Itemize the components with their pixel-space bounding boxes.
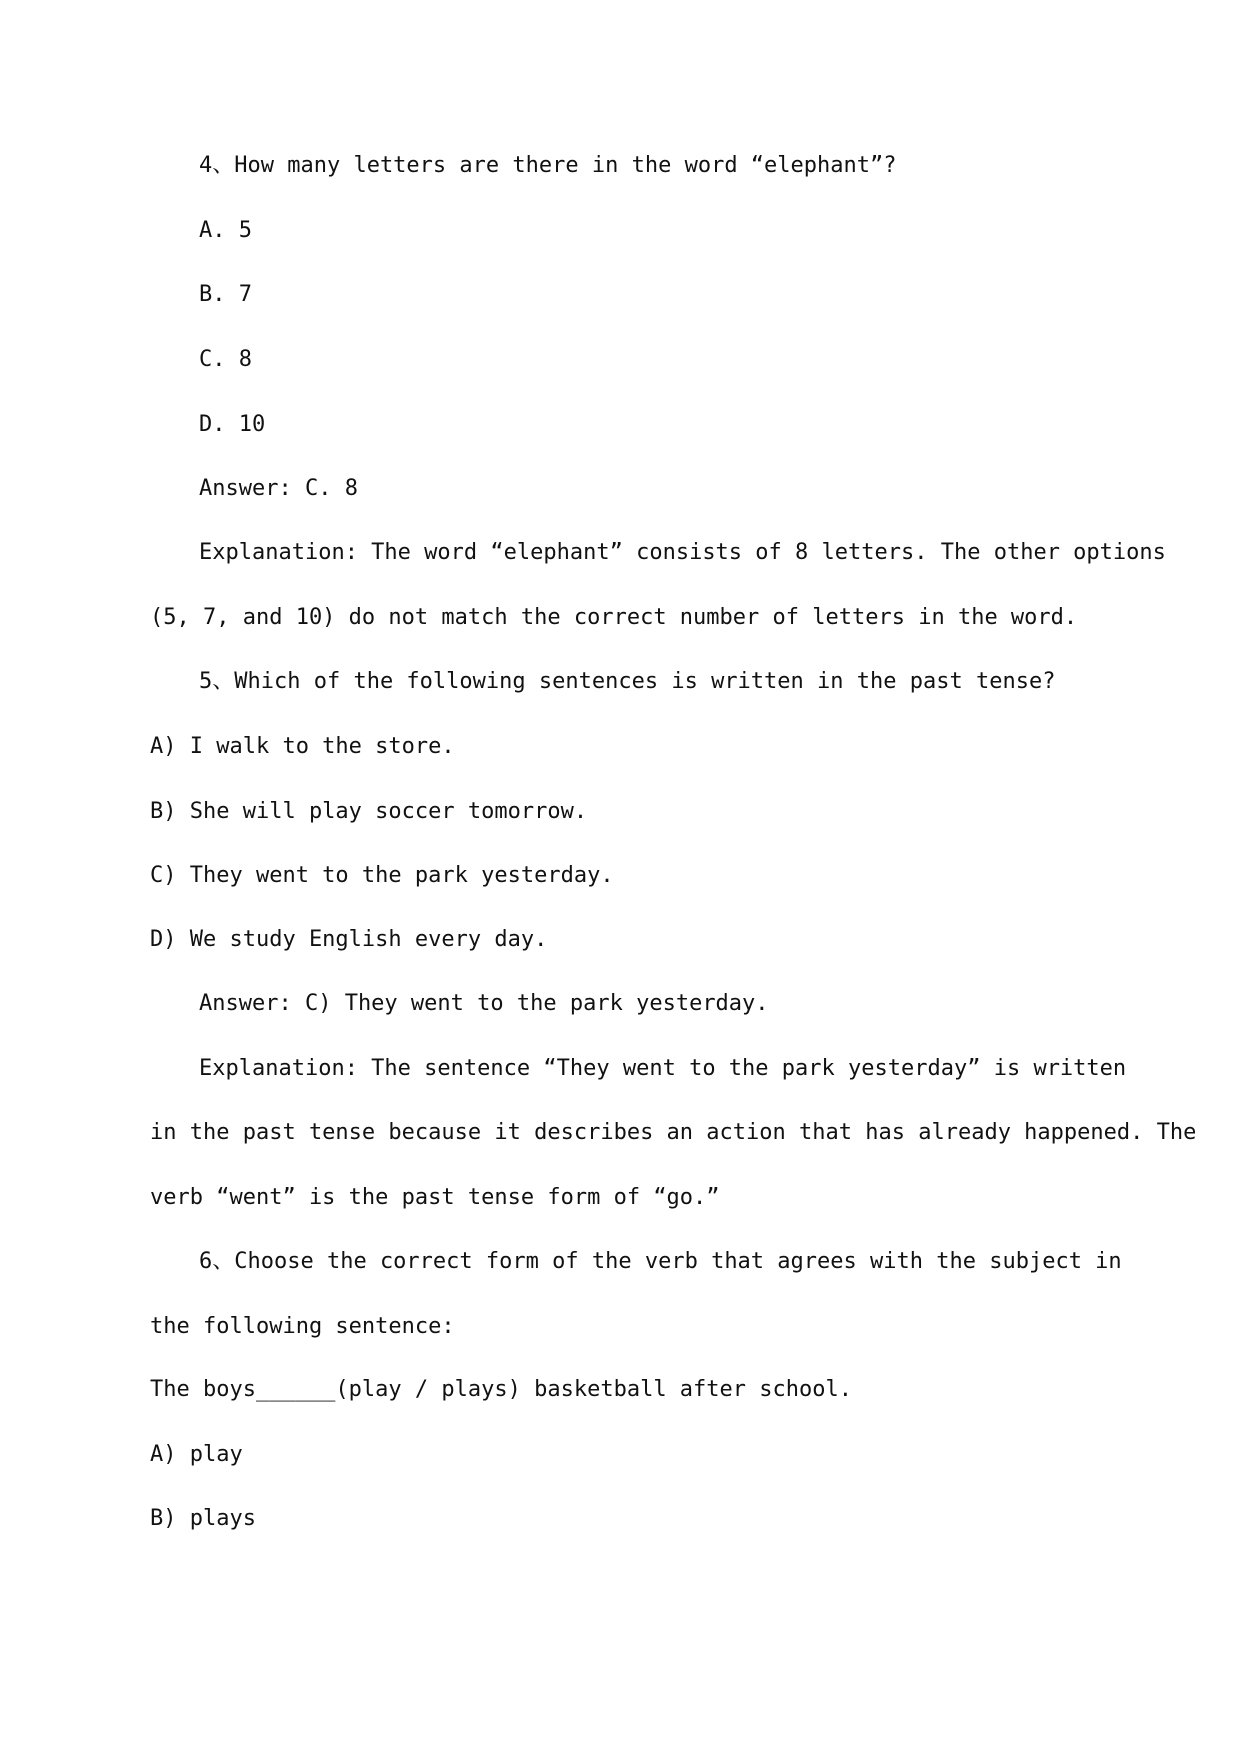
- question-5-explanation-line-2: in the past tense because it describes an action that has already happened. The: [150, 1120, 1197, 1145]
- question-5-text: 5、Which of the following sentences is written in the past tense?: [199, 669, 1056, 694]
- question-5-explanation-line-1: Explanation: The sentence “They went to the park yesterday” is written: [199, 1056, 1127, 1081]
- question-4-explanation-line-1: Explanation: The word “elephant” consists of 8 letters. The other options: [199, 540, 1166, 565]
- question-5-option-a: A) I walk to the store.: [150, 734, 455, 759]
- question-5-answer: Answer: C) They went to the park yesterday.: [199, 991, 769, 1016]
- question-6-text-line-1: 6、Choose the correct form of the verb that agrees with the subject in: [199, 1249, 1122, 1274]
- question-6-text-line-2: the following sentence:: [150, 1314, 455, 1339]
- question-6-option-b: B) plays: [150, 1506, 256, 1531]
- question-4-option-d: D. 10: [199, 412, 266, 437]
- question-5-option-d: D) We study English every day.: [150, 927, 548, 952]
- question-4-option-b: B. 7: [199, 282, 252, 307]
- question-5-option-b: B) She will play soccer tomorrow.: [150, 799, 588, 824]
- question-5-option-c: C) They went to the park yesterday.: [150, 863, 614, 888]
- question-4-answer: Answer: C. 8: [199, 476, 358, 501]
- question-6-sentence: The boys______(play / plays) basketball after school.: [150, 1377, 852, 1402]
- question-4-text: 4、How many letters are there in the word “elephant”?: [199, 153, 897, 178]
- question-4-option-a: A. 5: [199, 218, 252, 243]
- question-4-explanation-line-2: (5, 7, and 10) do not match the correct number of letters in the word.: [150, 605, 1078, 630]
- question-5-explanation-line-3: verb “went” is the past tense form of “go.”: [150, 1185, 720, 1210]
- question-6-option-a: A) play: [150, 1442, 243, 1467]
- question-4-option-c: C. 8: [199, 347, 252, 372]
